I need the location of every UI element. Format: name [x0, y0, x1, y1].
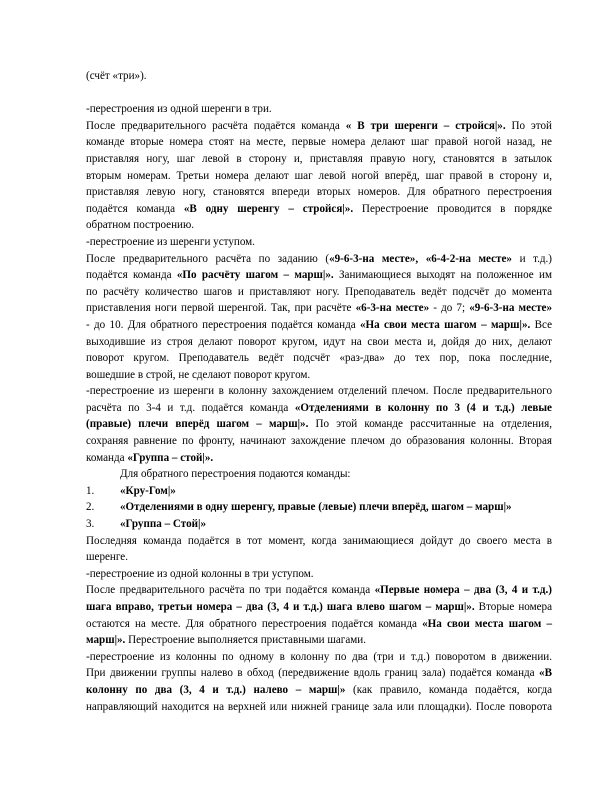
command-text: «Кру-Гом|»: [120, 484, 176, 497]
text-line: [86, 649, 552, 666]
command-text: «Группа – Стой|»: [120, 518, 206, 531]
text-line: [86, 251, 552, 268]
body-text: По этой команде рассчитанные на отделения,: [308, 418, 552, 431]
command-text: «Группа – стой|».: [127, 451, 214, 464]
text-line: [86, 68, 552, 85]
body-text: обратном построению.: [86, 219, 195, 232]
command-text: «На свои места шагом – марш|».: [360, 318, 531, 331]
body-text: вошедшие в строй, не сделают поворот кругом.: [86, 368, 311, 381]
list-item: [86, 499, 552, 516]
text-line: [86, 134, 552, 151]
command-text: «По расчёту шагом – марш|».: [176, 269, 334, 282]
body-text: сохраняя равнение по фронту, начинают захождение плечом до образования колонны. Вторая: [86, 435, 552, 448]
body-text: Занимающиеся выходят на положенное им: [333, 269, 552, 282]
body-text: Последняя команда подаётся в тот момент, когда занимающиеся дойдут до своего места в: [86, 534, 552, 547]
body-text: вторым номерам. Третьи номера делают шаг левой ногой вперёд, шаг правой в сторону и,: [86, 169, 552, 182]
command-text: « В три шеренги – стройся|».: [345, 119, 506, 132]
text-line: [86, 616, 552, 633]
body-text: -перестроение из шеренги уступом.: [86, 235, 255, 248]
body-text: по расчёту количество шагов и приставляют ногу. Преподаватель ведёт подсчёт до момента: [86, 285, 552, 298]
text-line: [86, 582, 552, 599]
body-text: выходившие из строя делают поворот кругом, идут на свои места и, дойдя до них, делают: [86, 335, 552, 348]
text-line: [86, 383, 552, 400]
body-text: После предварительного расчёта по заданию (: [86, 252, 330, 265]
list-number: 1.: [86, 484, 95, 497]
command-text: «Отделениями в одну шеренгу, правые (левые) плечи вперёд, шагом – марш|»: [120, 501, 512, 514]
body-text: (как правило, команда подаётся, когда: [345, 683, 553, 696]
body-text: Для обратного перестроения подаются команды:: [120, 468, 351, 481]
body-text: Все: [530, 318, 552, 331]
text-line: [86, 334, 552, 351]
command-text: марш|».: [86, 634, 126, 647]
text-line: [86, 267, 552, 284]
body-text: и т.д.): [511, 252, 552, 265]
body-text: (счёт «три»).: [86, 70, 147, 82]
text-line: [86, 101, 552, 118]
body-text: поворот кругом. Преподаватель ведёт подсчёт «раз-два» до тех пор, пока последние,: [86, 352, 552, 365]
text-line: [86, 533, 552, 550]
command-text: «9-6-3-на месте»: [469, 302, 553, 315]
command-text: «Первые номера – два (3, 4 и т.д.): [374, 584, 552, 597]
command-text: «На свои места шагом –: [422, 617, 552, 630]
text-line: [86, 118, 552, 135]
command-text: «6-3-на месте»: [355, 302, 430, 315]
body-text: -перестроения из одной шеренги в три.: [86, 103, 272, 116]
text-line: [86, 151, 552, 168]
text-line: [86, 682, 552, 699]
body-text: подаётся команда: [86, 269, 177, 282]
command-text: шага вправо, третьи номера – два (3, 4 и т.д.) шага влево шагом – марш|».: [86, 601, 475, 613]
text-line: [86, 350, 552, 367]
body-text: Перестроение проводится в порядке: [353, 202, 553, 215]
command-text: (правые) плечи вперёд шагом – марш|».: [86, 418, 309, 431]
body-text: расчёта по 3-4 и т.д. подаётся команда: [86, 401, 295, 414]
body-text: Перестроение выполняется приставными шагами.: [125, 634, 367, 647]
body-text: По этой: [505, 119, 552, 132]
body-text: -перестроение из шеренги в колонну захождением отделений плечом. После предварительного: [86, 385, 552, 398]
body-text: -перестроение из одной колонны в три уступом.: [86, 567, 314, 580]
text-line: [86, 433, 552, 450]
body-text: шеренге.: [86, 551, 128, 564]
body-text: - до 7;: [429, 302, 470, 315]
command-text: колонну по два (3, 4 и т.д.) налево – марш|»: [86, 683, 346, 696]
list-number: 3.: [86, 518, 95, 531]
body-text: остаются на месте. Для обратного перестроения подаётся команда: [86, 617, 423, 630]
text-line: [86, 400, 552, 417]
body-text: приставления ноги первой шеренгой. Так, при расчёте: [86, 302, 356, 315]
blank-line: [86, 85, 552, 102]
body-text: - до 10. Для обратного перестроения подаётся команда: [86, 318, 360, 331]
text-line: [86, 632, 552, 649]
list-number: 2.: [86, 501, 95, 514]
text-line: [86, 549, 552, 566]
text-line: [86, 665, 552, 682]
command-text: «В одну шеренгу – стройся|».: [183, 202, 354, 215]
command-text: «В: [539, 667, 552, 680]
body-text: направляющий находится на верхней или нижней границе зала или площадки). После поворота: [86, 700, 552, 713]
text-line: [86, 317, 552, 334]
body-text: -перестроение из колонны по одному в колонну по два (три и т.д.) поворотом в движении.: [86, 650, 552, 663]
body-text: команде вторые номера стоят на месте, первые номера делают шаг правой ногой назад, не: [86, 136, 552, 149]
text-line: [86, 201, 552, 218]
text-line: [86, 300, 552, 317]
text-line: [86, 168, 552, 185]
text-line: [86, 367, 552, 384]
command-text: «Отделениями в колонну по 3 (4 и т.д.) левые: [294, 401, 552, 414]
text-line: [86, 450, 552, 467]
list-item: [86, 483, 552, 500]
text-line: [86, 699, 552, 716]
body-text: После предварительного расчёта по три подаётся команда: [86, 584, 375, 597]
list-item: [86, 516, 552, 533]
text-line: [86, 284, 552, 301]
body-text: При движении группы налево в обход (передвижение вдоль границ зала) подаётся команда: [86, 667, 540, 680]
text-line: [86, 566, 552, 583]
body-text: Вторые номера: [474, 601, 553, 613]
body-text: подаётся команда: [86, 202, 184, 215]
text-line: [86, 416, 552, 433]
body-text: приставляя левую ногу, становятся впереди вторых номеров. Для обратного перестроения: [86, 186, 552, 199]
body-text: команда: [86, 451, 128, 464]
document-body: [86, 68, 552, 715]
text-line: [86, 234, 552, 251]
text-line: [86, 217, 552, 234]
body-text: После предварительного расчёта подаётся команда: [86, 119, 346, 132]
text-line: [86, 599, 552, 616]
text-line: [86, 466, 552, 483]
command-text: «9-6-3-на месте», «6-4-2-на месте»: [329, 252, 512, 265]
text-line: [86, 184, 552, 201]
body-text: приставляя ногу, шаг левой в сторону и, приставляя правую ногу, становятся в затылок: [86, 152, 552, 165]
